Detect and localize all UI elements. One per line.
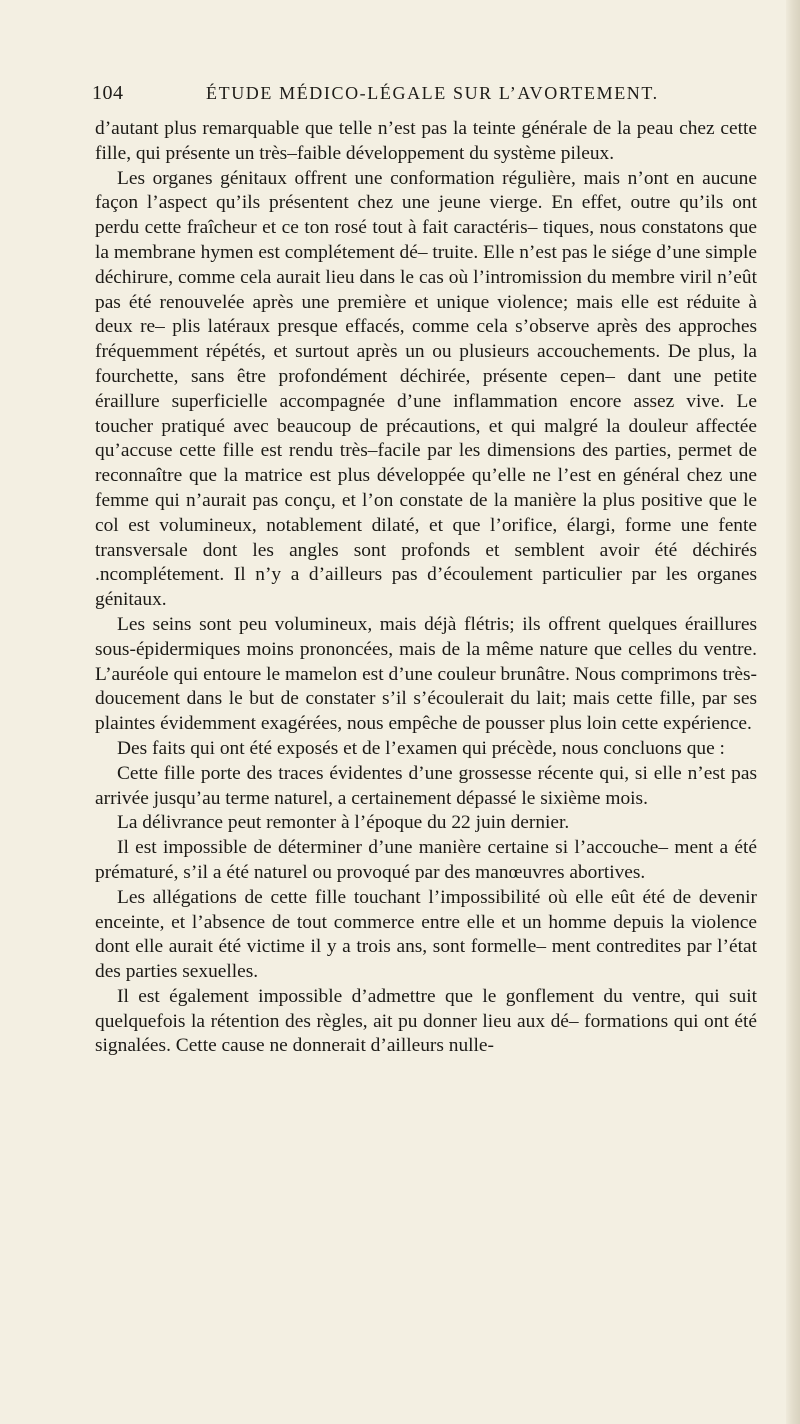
running-head (92, 82, 744, 108)
paragraph-conclusion-swelling: Il est également impossible d’admettre que le gonflement du ventre, qui suit quelquefois la rétention des règles, ait pu donner lieu aux dé– formations qui ont été signalées. Cette cause ne donnerait d’ailleurs nulle- (95, 985, 757, 1057)
paragraph-continuation: d’autant plus remarquable que telle n’est pas la teinte générale de la peau chez cette fille, qui présente un très–faible développement du système pileux. (95, 118, 757, 164)
page-edge (786, 0, 800, 1424)
running-title: ÉTUDE MÉDICO-LÉGALE SUR L’AVORTEMENT. (206, 83, 659, 103)
paragraph-genital-organs: Les organes génitaux offrent une conformation régulière, mais n’ont en aucune façon l’aspect qu’ils présentent chez une jeune vierge. En effet, outre qu’ils ont perdu cette fraîcheur et ce ton rosé tout à fait caractéris– tiques, nous constatons que la membrane hymen est complétement dé– truite. Elle n’est pas le siége d’une simple déchirure, comme cela aurait lieu dans le cas où l’intromission du membre viril n’eût pas été renouvelée après une première et unique violence; mais elle est réduite à deux re– plis latéraux presque effacés, comme cela s’observe après des approches fréquemment répétés, et surtout après un ou plusieurs accouchements. De plus, la fourchette, sans être profondément déchirée, présente cepen– dant une petite éraillure superficielle accompagnée d’une inflammation encore assez vive. Le toucher pratiqué avec beaucoup de précautions, et qui malgré la douleur affectée qu’accuse cette fille est rendu très–facile par les dimensions des parties, permet de reconnaître que la matrice est plus développée qu’elle ne l’est en général chez une femme qui n’aurait pas conçu, et l’on constate de la manière la plus positive que le col est volumineux, notablement dilaté, et que l’orifice, élargi, forme une fente transversale dont les angles sont profonds et semblent avoir été déchirés .ncomplétement. Il n’y a d’ailleurs pas d’écoulement particulier par les organes génitaux. (95, 167, 757, 611)
page-number: 104 (92, 82, 124, 104)
paragraph-breasts: Les seins sont peu volumineux, mais déjà flétris; ils offrent quelques éraillures sous-épidermiques moins prononcées, mais de la même nature que celles du ventre. L’auréole qui entoure le mamelon est d’une couleur brunâtre. Nous comprimons très-doucement dans le but de constater s’il s’écoulerait du lait; mais cette fille, par ses plaintes évidemment exagérées, nous empêche de pousser plus loin cette expérience. (95, 613, 757, 735)
paragraph-conclusion-allegations: Les allégations de cette fille touchant l’impossibilité où elle eût été de devenir enceinte, et l’absence de tout commerce entre elle et un homme depuis la violence dont elle aurait été victime il y a trois ans, sont formelle– ment contredites par l’état des parties sexuelles. (95, 886, 757, 983)
paragraph-conclusion-intro: Des faits qui ont été exposés et de l’examen qui précède, nous concluons que : (117, 737, 725, 759)
body-text (95, 117, 757, 1059)
paragraph-conclusion-delivery: La délivrance peut remonter à l’époque du 22 juin dernier. (117, 812, 570, 834)
paragraph-conclusion-premature: Il est impossible de déterminer d’une manière certaine si l’accouche– ment a été prématuré, s’il a été naturel ou provoqué par des manœuvres abortives. (95, 837, 757, 883)
paragraph-conclusion-pregnancy: Cette fille porte des traces évidentes d’une grossesse récente qui, si elle n’est pas arrivée jusqu’au terme naturel, a certainement dépassé le sixième mois. (95, 762, 757, 809)
